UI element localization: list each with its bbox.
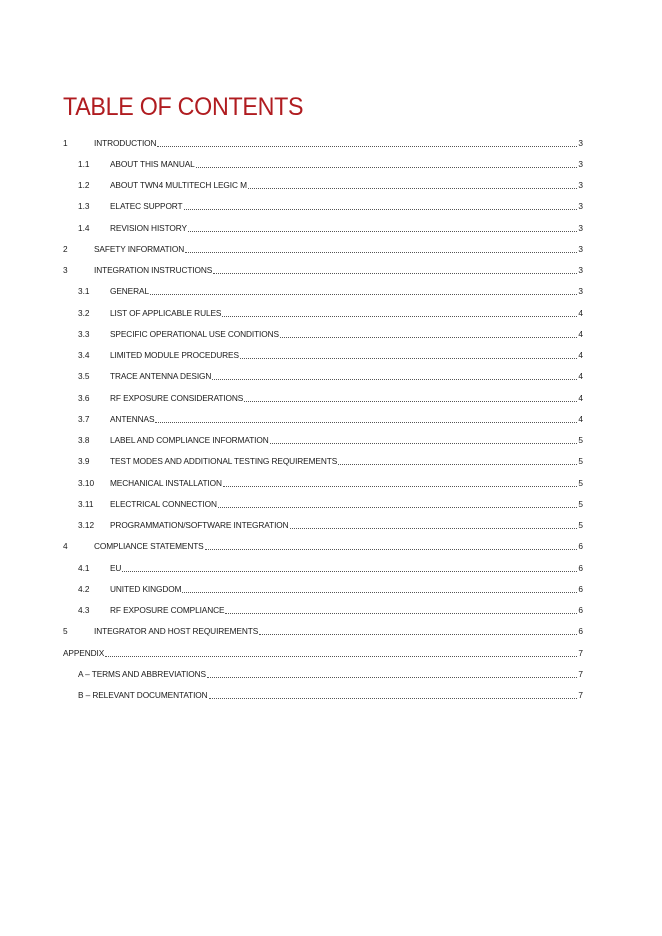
toc-entry-page: 4: [578, 392, 583, 403]
toc-entry-number: 3: [63, 265, 68, 276]
toc-dot-leader: [188, 230, 577, 232]
toc-entry-number: 3.10: [78, 477, 95, 488]
toc-entry[interactable]: [63, 366, 583, 387]
toc-entry[interactable]: [63, 387, 583, 408]
toc-entry-label: LIMITED MODULE PROCEDURES: [110, 350, 239, 361]
toc-entry-label: ANTENNAS: [110, 413, 155, 424]
toc-entry-number: 1.3: [78, 201, 90, 212]
toc-entry[interactable]: [63, 323, 583, 344]
toc-entry[interactable]: [63, 578, 583, 599]
toc-dot-leader: [338, 463, 577, 465]
toc-entry[interactable]: [63, 238, 583, 259]
toc-dot-leader: [205, 548, 578, 550]
toc-entry[interactable]: [63, 536, 583, 557]
toc-entry-page: 5: [578, 456, 583, 467]
toc-entry[interactable]: [63, 642, 583, 663]
toc-entry[interactable]: [63, 408, 583, 429]
toc-dot-leader: [259, 633, 577, 635]
toc-entry-label: ELATEC SUPPORT: [110, 201, 183, 212]
toc-dot-leader: [157, 145, 577, 147]
toc-entry-page: 3: [578, 243, 583, 254]
toc-dot-leader: [240, 357, 577, 359]
toc-dot-leader: [218, 506, 578, 508]
toc-entry-label: APPENDIX: [63, 647, 105, 658]
toc-entry-page: 3: [578, 222, 583, 233]
toc-entry-page: 7: [578, 668, 583, 679]
toc-entry-page: 3: [578, 180, 583, 191]
toc-entry-page: 7: [578, 690, 583, 701]
toc-entry-label: GENERAL: [110, 286, 149, 297]
toc-entry[interactable]: [63, 557, 583, 578]
toc-entry-label: SPECIFIC OPERATIONAL USE CONDITIONS: [110, 328, 279, 339]
toc-entry[interactable]: [63, 260, 583, 281]
toc-entry-label: LABEL AND COMPLIANCE INFORMATION: [110, 435, 269, 446]
toc-entry-label: COMPLIANCE STATEMENTS: [94, 541, 204, 552]
toc-entry-label: PROGRAMMATION/SOFTWARE INTEGRATION: [110, 520, 289, 531]
toc-entry[interactable]: [63, 217, 583, 238]
toc-entry-number: 4.2: [78, 583, 90, 594]
toc-dot-leader: [209, 697, 578, 699]
toc-entry-label: UNITED KINGDOM: [110, 583, 182, 594]
toc-dot-leader: [185, 251, 577, 253]
toc-entry-page: 4: [578, 328, 583, 339]
toc-dot-leader: [150, 293, 577, 295]
toc-entry-number: 3.3: [78, 328, 90, 339]
toc-entry[interactable]: [63, 493, 583, 514]
toc-entry-label: REVISION HISTORY: [110, 222, 187, 233]
toc-entry-label: LIST OF APPLICABLE RULES: [110, 307, 222, 318]
toc-entry-label: EU: [110, 562, 122, 573]
toc-entry-page: 4: [578, 307, 583, 318]
toc-entry-page: 4: [578, 413, 583, 424]
toc-entry-label: MECHANICAL INSTALLATION: [110, 477, 222, 488]
toc-dot-leader: [182, 591, 577, 593]
toc-dot-leader: [196, 166, 578, 168]
toc-entry[interactable]: [63, 196, 583, 217]
toc-entry[interactable]: [63, 451, 583, 472]
toc-entry-number: 3.11: [78, 498, 94, 509]
toc-dot-leader: [122, 570, 577, 572]
toc-entry-number: 1.1: [78, 158, 90, 169]
toc-entry-page: 6: [578, 541, 583, 552]
toc-entry-number: 3.6: [78, 392, 90, 403]
toc-entry-number: 5: [63, 626, 68, 637]
toc-dot-leader: [222, 315, 577, 317]
toc-entry[interactable]: [63, 345, 583, 366]
toc-dot-leader: [213, 272, 577, 274]
toc-dot-leader: [244, 400, 577, 402]
toc-entry-number: 3.9: [78, 456, 90, 467]
toc-entry-page: 3: [578, 265, 583, 276]
toc-entry-page: 6: [578, 562, 583, 573]
toc-entry[interactable]: [63, 302, 583, 323]
toc-entry-number: 4.1: [78, 562, 90, 573]
toc-entry[interactable]: [63, 430, 583, 451]
toc-entry-label: B – RELEVANT DOCUMENTATION: [78, 690, 208, 701]
toc-entry[interactable]: [63, 281, 583, 302]
toc-entry[interactable]: [63, 153, 583, 174]
toc-entry-label: RF EXPOSURE COMPLIANCE: [110, 605, 225, 616]
toc-entry-label: SAFETY INFORMATION: [94, 243, 185, 254]
toc-dot-leader: [105, 655, 577, 657]
toc-dot-leader: [280, 336, 577, 338]
toc-entry-page: 3: [578, 201, 583, 212]
toc-entry[interactable]: [63, 600, 583, 621]
toc-dot-leader: [290, 527, 578, 529]
toc-entry-page: 4: [578, 350, 583, 361]
toc-entry-number: 3.5: [78, 371, 90, 382]
toc-dot-leader: [184, 208, 578, 210]
toc-entry-number: 1.4: [78, 222, 90, 233]
toc-entry-number: 3.12: [78, 520, 95, 531]
toc-dot-leader: [223, 485, 577, 487]
toc-entry-number: 4.3: [78, 605, 90, 616]
toc-dot-leader: [155, 421, 577, 423]
toc-entry-label: A – TERMS AND ABBREVIATIONS: [78, 668, 206, 679]
toc-entry-number: 1.2: [78, 180, 90, 191]
toc-entry-label: ELECTRICAL CONNECTION: [110, 498, 217, 509]
toc-entry[interactable]: [63, 472, 583, 493]
toc-entry-page: 6: [578, 583, 583, 594]
toc-dot-leader: [207, 676, 577, 678]
toc-entry[interactable]: [63, 663, 583, 684]
toc-entry-number: 2: [63, 243, 68, 254]
toc-entry-label: ABOUT THIS MANUAL: [110, 158, 195, 169]
toc-entry-page: 3: [578, 137, 583, 148]
toc-entry-page: 5: [578, 477, 583, 488]
toc-entry[interactable]: [63, 132, 583, 153]
toc-dot-leader: [270, 442, 578, 444]
toc-dot-leader: [212, 378, 577, 380]
toc-entry-label: TEST MODES AND ADDITIONAL TESTING REQUIREMENTS: [110, 456, 338, 467]
toc-entry-number: 4: [63, 541, 68, 552]
toc-entry-page: 6: [578, 605, 583, 616]
toc-entry-label: RF EXPOSURE CONSIDERATIONS: [110, 392, 244, 403]
toc-entry-page: 3: [578, 286, 583, 297]
toc-dot-leader: [248, 187, 577, 189]
toc-entry-page: 6: [578, 626, 583, 637]
toc-entry[interactable]: [63, 175, 583, 196]
toc-entry-label: TRACE ANTENNA DESIGN: [110, 371, 212, 382]
toc-entry-number: 3.8: [78, 435, 90, 446]
toc-entry-page: 3: [578, 158, 583, 169]
toc-entry-page: 5: [578, 435, 583, 446]
toc-entry-label: ABOUT TWN4 MULTITECH LEGIC M: [110, 180, 247, 191]
toc-entry-number: 3.4: [78, 350, 90, 361]
toc-entry-number: 3.2: [78, 307, 90, 318]
toc-entry-page: 4: [578, 371, 583, 382]
toc-entry-number: 3.7: [78, 413, 90, 424]
toc-entry[interactable]: [63, 515, 583, 536]
toc-entry[interactable]: [63, 685, 583, 706]
toc-dot-leader: [225, 612, 577, 614]
toc-entry[interactable]: [63, 621, 583, 642]
toc-entry-label: INTRODUCTION: [94, 137, 157, 148]
toc-title: TABLE OF CONTENTS: [63, 93, 304, 121]
toc-entry-number: 1: [63, 137, 68, 148]
toc-entry-page: 5: [578, 498, 583, 509]
toc-entry-page: 5: [578, 520, 583, 531]
toc-list: [63, 132, 583, 706]
toc-entry-label: INTEGRATOR AND HOST REQUIREMENTS: [94, 626, 259, 637]
toc-entry-page: 7: [578, 647, 583, 658]
toc-entry-number: 3.1: [78, 286, 90, 297]
toc-entry-label: INTEGRATION INSTRUCTIONS: [94, 265, 213, 276]
